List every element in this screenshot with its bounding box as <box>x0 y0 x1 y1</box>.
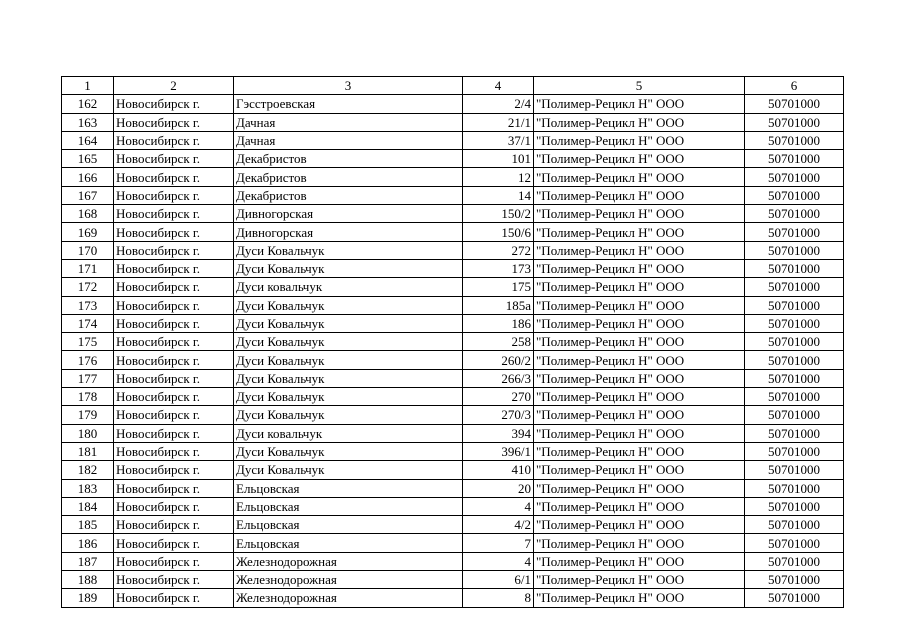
code-cell: 50701000 <box>745 278 844 296</box>
house-cell: 4/2 <box>463 516 534 534</box>
street-cell: Дуси ковальчук <box>234 424 463 442</box>
street-cell: Дуси Ковальчук <box>234 314 463 332</box>
code-cell: 50701000 <box>745 259 844 277</box>
row-number: 165 <box>62 150 114 168</box>
table-row <box>62 589 844 607</box>
header-col-6: 6 <box>745 77 844 95</box>
code-cell: 50701000 <box>745 479 844 497</box>
organization-cell: "Полимер-Рецикл Н" ООО <box>534 388 745 406</box>
code-cell: 50701000 <box>745 351 844 369</box>
house-cell: 270 <box>463 388 534 406</box>
city-cell: Новосибирск г. <box>114 552 234 570</box>
city-cell: Новосибирск г. <box>114 461 234 479</box>
header-col-5: 5 <box>534 77 745 95</box>
street-cell: Дивногорская <box>234 205 463 223</box>
street-cell: Железнодорожная <box>234 571 463 589</box>
house-cell: 150/6 <box>463 223 534 241</box>
table-row <box>62 278 844 296</box>
table-row <box>62 259 844 277</box>
house-cell: 260/2 <box>463 351 534 369</box>
header-col-1: 1 <box>62 77 114 95</box>
table-row <box>62 150 844 168</box>
street-cell: Дуси Ковальчук <box>234 442 463 460</box>
house-cell: 394 <box>463 424 534 442</box>
city-cell: Новосибирск г. <box>114 95 234 113</box>
code-cell: 50701000 <box>745 333 844 351</box>
table-row <box>62 461 844 479</box>
row-number: 174 <box>62 314 114 332</box>
row-number: 170 <box>62 241 114 259</box>
city-cell: Новосибирск г. <box>114 589 234 607</box>
header-col-3: 3 <box>234 77 463 95</box>
table-row <box>62 241 844 259</box>
organization-cell: "Полимер-Рецикл Н" ООО <box>534 186 745 204</box>
row-number: 185 <box>62 516 114 534</box>
row-number: 168 <box>62 205 114 223</box>
code-cell: 50701000 <box>745 589 844 607</box>
row-number: 166 <box>62 168 114 186</box>
table-row <box>62 388 844 406</box>
city-cell: Новосибирск г. <box>114 406 234 424</box>
row-number: 176 <box>62 351 114 369</box>
street-cell: Декабристов <box>234 150 463 168</box>
organization-cell: "Полимер-Рецикл Н" ООО <box>534 369 745 387</box>
table-row <box>62 442 844 460</box>
street-cell: Дуси Ковальчук <box>234 406 463 424</box>
street-cell: Железнодорожная <box>234 589 463 607</box>
row-number: 178 <box>62 388 114 406</box>
organization-cell: "Полимер-Рецикл Н" ООО <box>534 333 745 351</box>
house-cell: 173 <box>463 259 534 277</box>
table-row <box>62 95 844 113</box>
organization-cell: "Полимер-Рецикл Н" ООО <box>534 131 745 149</box>
organization-cell: "Полимер-Рецикл Н" ООО <box>534 479 745 497</box>
organization-cell: "Полимер-Рецикл Н" ООО <box>534 497 745 515</box>
code-cell: 50701000 <box>745 516 844 534</box>
street-cell: Железнодорожная <box>234 552 463 570</box>
house-cell: 185а <box>463 296 534 314</box>
house-cell: 258 <box>463 333 534 351</box>
table-row <box>62 131 844 149</box>
code-cell: 50701000 <box>745 296 844 314</box>
organization-cell: "Полимер-Рецикл Н" ООО <box>534 278 745 296</box>
row-number: 181 <box>62 442 114 460</box>
row-number: 183 <box>62 479 114 497</box>
address-table <box>61 76 844 608</box>
street-cell: Гэсстроевская <box>234 95 463 113</box>
city-cell: Новосибирск г. <box>114 442 234 460</box>
header-col-4: 4 <box>463 77 534 95</box>
organization-cell: "Полимер-Рецикл Н" ООО <box>534 259 745 277</box>
street-cell: Дивногорская <box>234 223 463 241</box>
organization-cell: "Полимер-Рецикл Н" ООО <box>534 314 745 332</box>
code-cell: 50701000 <box>745 95 844 113</box>
city-cell: Новосибирск г. <box>114 314 234 332</box>
organization-cell: "Полимер-Рецикл Н" ООО <box>534 534 745 552</box>
street-cell: Ельцовская <box>234 479 463 497</box>
table-row <box>62 351 844 369</box>
city-cell: Новосибирск г. <box>114 186 234 204</box>
table-row <box>62 205 844 223</box>
street-cell: Дачная <box>234 113 463 131</box>
house-cell: 266/3 <box>463 369 534 387</box>
organization-cell: "Полимер-Рецикл Н" ООО <box>534 424 745 442</box>
street-cell: Ельцовская <box>234 497 463 515</box>
row-number: 167 <box>62 186 114 204</box>
city-cell: Новосибирск г. <box>114 571 234 589</box>
table-row <box>62 497 844 515</box>
house-cell: 20 <box>463 479 534 497</box>
code-cell: 50701000 <box>745 571 844 589</box>
street-cell: Декабристов <box>234 186 463 204</box>
table-row <box>62 369 844 387</box>
code-cell: 50701000 <box>745 314 844 332</box>
table-row <box>62 314 844 332</box>
house-cell: 410 <box>463 461 534 479</box>
house-cell: 6/1 <box>463 571 534 589</box>
row-number: 171 <box>62 259 114 277</box>
code-cell: 50701000 <box>745 552 844 570</box>
city-cell: Новосибирск г. <box>114 333 234 351</box>
code-cell: 50701000 <box>745 150 844 168</box>
house-cell: 175 <box>463 278 534 296</box>
city-cell: Новосибирск г. <box>114 497 234 515</box>
row-number: 180 <box>62 424 114 442</box>
city-cell: Новосибирск г. <box>114 351 234 369</box>
street-cell: Декабристов <box>234 168 463 186</box>
code-cell: 50701000 <box>745 205 844 223</box>
house-cell: 101 <box>463 150 534 168</box>
table-row <box>62 168 844 186</box>
house-cell: 37/1 <box>463 131 534 149</box>
organization-cell: "Полимер-Рецикл Н" ООО <box>534 571 745 589</box>
city-cell: Новосибирск г. <box>114 388 234 406</box>
organization-cell: "Полимер-Рецикл Н" ООО <box>534 223 745 241</box>
street-cell: Ельцовская <box>234 534 463 552</box>
organization-cell: "Полимер-Рецикл Н" ООО <box>534 589 745 607</box>
house-cell: 186 <box>463 314 534 332</box>
city-cell: Новосибирск г. <box>114 479 234 497</box>
code-cell: 50701000 <box>745 186 844 204</box>
street-cell: Дуси Ковальчук <box>234 369 463 387</box>
row-number: 163 <box>62 113 114 131</box>
city-cell: Новосибирск г. <box>114 168 234 186</box>
house-cell: 2/4 <box>463 95 534 113</box>
table-row <box>62 571 844 589</box>
row-number: 172 <box>62 278 114 296</box>
house-cell: 270/3 <box>463 406 534 424</box>
organization-cell: "Полимер-Рецикл Н" ООО <box>534 552 745 570</box>
table-header <box>62 77 844 95</box>
code-cell: 50701000 <box>745 424 844 442</box>
house-cell: 14 <box>463 186 534 204</box>
street-cell: Дуси Ковальчук <box>234 461 463 479</box>
street-cell: Ельцовская <box>234 516 463 534</box>
city-cell: Новосибирск г. <box>114 278 234 296</box>
table-row <box>62 424 844 442</box>
organization-cell: "Полимер-Рецикл Н" ООО <box>534 95 745 113</box>
city-cell: Новосибирск г. <box>114 223 234 241</box>
code-cell: 50701000 <box>745 497 844 515</box>
table-row <box>62 479 844 497</box>
house-cell: 396/1 <box>463 442 534 460</box>
organization-cell: "Полимер-Рецикл Н" ООО <box>534 168 745 186</box>
row-number: 175 <box>62 333 114 351</box>
code-cell: 50701000 <box>745 131 844 149</box>
house-cell: 4 <box>463 497 534 515</box>
code-cell: 50701000 <box>745 113 844 131</box>
house-cell: 272 <box>463 241 534 259</box>
table-row <box>62 186 844 204</box>
organization-cell: "Полимер-Рецикл Н" ООО <box>534 113 745 131</box>
house-cell: 8 <box>463 589 534 607</box>
street-cell: Дуси Ковальчук <box>234 388 463 406</box>
row-number: 184 <box>62 497 114 515</box>
table-row <box>62 534 844 552</box>
row-number: 164 <box>62 131 114 149</box>
organization-cell: "Полимер-Рецикл Н" ООО <box>534 516 745 534</box>
city-cell: Новосибирск г. <box>114 424 234 442</box>
table-row <box>62 296 844 314</box>
house-cell: 150/2 <box>463 205 534 223</box>
organization-cell: "Полимер-Рецикл Н" ООО <box>534 442 745 460</box>
house-cell: 4 <box>463 552 534 570</box>
organization-cell: "Полимер-Рецикл Н" ООО <box>534 296 745 314</box>
row-number: 187 <box>62 552 114 570</box>
table-row <box>62 552 844 570</box>
table-row <box>62 113 844 131</box>
organization-cell: "Полимер-Рецикл Н" ООО <box>534 150 745 168</box>
code-cell: 50701000 <box>745 534 844 552</box>
street-cell: Дуси Ковальчук <box>234 241 463 259</box>
city-cell: Новосибирск г. <box>114 516 234 534</box>
organization-cell: "Полимер-Рецикл Н" ООО <box>534 461 745 479</box>
organization-cell: "Полимер-Рецикл Н" ООО <box>534 351 745 369</box>
table-row <box>62 406 844 424</box>
city-cell: Новосибирск г. <box>114 205 234 223</box>
house-cell: 7 <box>463 534 534 552</box>
city-cell: Новосибирск г. <box>114 113 234 131</box>
city-cell: Новосибирск г. <box>114 534 234 552</box>
house-cell: 12 <box>463 168 534 186</box>
city-cell: Новосибирск г. <box>114 259 234 277</box>
city-cell: Новосибирск г. <box>114 296 234 314</box>
code-cell: 50701000 <box>745 223 844 241</box>
row-number: 182 <box>62 461 114 479</box>
code-cell: 50701000 <box>745 369 844 387</box>
row-number: 186 <box>62 534 114 552</box>
street-cell: Дуси Ковальчук <box>234 333 463 351</box>
organization-cell: "Полимер-Рецикл Н" ООО <box>534 241 745 259</box>
table-row <box>62 333 844 351</box>
table-row <box>62 516 844 534</box>
house-cell: 21/1 <box>463 113 534 131</box>
header-row <box>62 77 844 95</box>
organization-cell: "Полимер-Рецикл Н" ООО <box>534 205 745 223</box>
header-col-2: 2 <box>114 77 234 95</box>
street-cell: Дуси Ковальчук <box>234 296 463 314</box>
street-cell: Дачная <box>234 131 463 149</box>
code-cell: 50701000 <box>745 168 844 186</box>
street-cell: Дуси Ковальчук <box>234 351 463 369</box>
organization-cell: "Полимер-Рецикл Н" ООО <box>534 406 745 424</box>
city-cell: Новосибирск г. <box>114 241 234 259</box>
row-number: 179 <box>62 406 114 424</box>
row-number: 188 <box>62 571 114 589</box>
row-number: 189 <box>62 589 114 607</box>
street-cell: Дуси ковальчук <box>234 278 463 296</box>
city-cell: Новосибирск г. <box>114 150 234 168</box>
table-row <box>62 223 844 241</box>
row-number: 162 <box>62 95 114 113</box>
code-cell: 50701000 <box>745 406 844 424</box>
city-cell: Новосибирск г. <box>114 369 234 387</box>
row-number: 169 <box>62 223 114 241</box>
row-number: 173 <box>62 296 114 314</box>
city-cell: Новосибирск г. <box>114 131 234 149</box>
code-cell: 50701000 <box>745 442 844 460</box>
table-body <box>62 95 844 607</box>
row-number: 177 <box>62 369 114 387</box>
street-cell: Дуси Ковальчук <box>234 259 463 277</box>
code-cell: 50701000 <box>745 241 844 259</box>
code-cell: 50701000 <box>745 388 844 406</box>
code-cell: 50701000 <box>745 461 844 479</box>
